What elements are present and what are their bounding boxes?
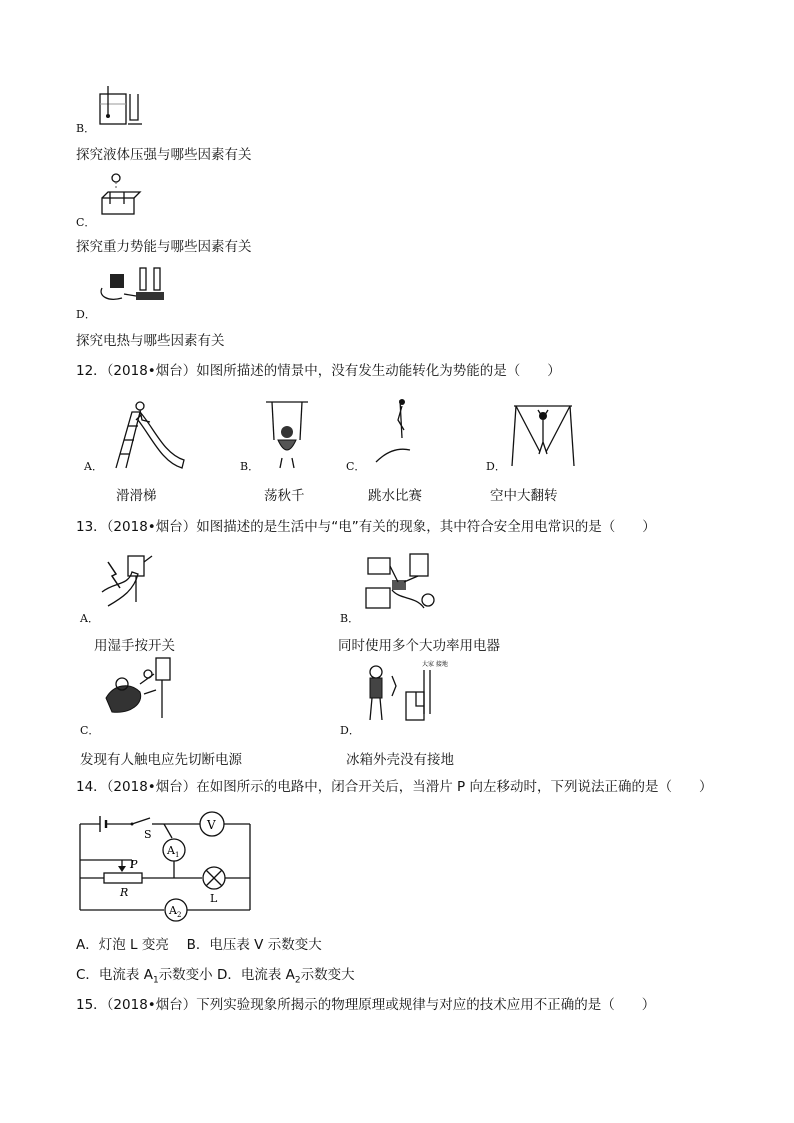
option-b-figure-liquid-pressure xyxy=(98,84,144,128)
q12-option-b-letter: B． xyxy=(240,460,260,473)
q13-option-d-caption: 冰箱外壳没有接地 xyxy=(346,752,454,768)
q12-figure-gymnastics xyxy=(510,400,576,468)
q12-option-d-letter: D． xyxy=(486,460,506,473)
q12-option-b-caption: 荡秋千 xyxy=(264,488,305,504)
ammeter1-subscript: 1 xyxy=(175,851,180,859)
option-d-caption: 探究电热与哪些因素有关 xyxy=(76,333,225,349)
option-c-caption: 探究重力势能与哪些因素有关 xyxy=(76,239,252,255)
slider-label: P xyxy=(130,858,138,871)
q12-option-d-caption: 空中大翻转 xyxy=(490,488,558,504)
ammeter2-subscript: 2 xyxy=(177,911,182,919)
q12-stem: 12．（2018•烟台）如图所描述的情景中，没有发生动能转化为势能的是（ ） xyxy=(76,363,561,379)
q12-option-c-letter: C． xyxy=(346,460,366,473)
q14-stem: 14．（2018•烟台）在如图所示的电路中，闭合开关后，当滑片 P 向左移动时，下列说法正确的是（ ） xyxy=(76,779,713,795)
q14-circuit-diagram xyxy=(76,808,266,920)
voltmeter-label: V xyxy=(207,818,216,832)
ammeter1-label: A xyxy=(167,844,175,857)
q13-option-b-letter: B． xyxy=(340,612,360,625)
fridge-sign-text: 大家 接地 xyxy=(422,661,448,668)
option-d-letter: D． xyxy=(76,308,96,321)
ammeter2-label: A xyxy=(169,904,177,917)
q14-option-d-subscript: 2 xyxy=(294,975,301,986)
lamp-label: L xyxy=(210,892,218,905)
q14-option-c-text: C．电流表 A xyxy=(76,967,153,983)
q14-option-d-tail: 示数变大 xyxy=(300,967,355,983)
q14-answer-line-1: A．灯泡 L 变亮 B．电压表 V 示数变大 xyxy=(76,937,322,953)
q13-figure-many-appliances xyxy=(364,550,444,616)
option-c-figure-gravitational-energy xyxy=(98,172,138,218)
q13-option-b-caption: 同时使用多个大功率用电器 xyxy=(338,638,500,654)
q14-answer-line-2 xyxy=(76,966,355,990)
q12-figure-diving xyxy=(372,398,412,464)
q12-figure-slide xyxy=(108,398,188,470)
q13-option-a-letter: A． xyxy=(80,612,99,625)
q13-figure-fridge-no-ground xyxy=(362,656,448,724)
q13-stem: 13．（2018•烟台）如图描述的是生活中与“电”有关的现象，其中符合安全用电常识的是（ ） xyxy=(76,519,656,535)
q12-option-a-letter: A． xyxy=(84,460,103,473)
q13-option-a-caption: 用湿手按开关 xyxy=(94,638,175,654)
q13-option-c-caption: 发现有人触电应先切断电源 xyxy=(80,752,242,768)
q12-option-a-caption: 滑滑梯 xyxy=(116,488,157,504)
q14-option-c-subscript: 1 xyxy=(152,975,159,986)
rheostat-label: R xyxy=(120,886,129,899)
q13-option-c-letter: C． xyxy=(80,724,100,737)
q13-option-d-letter: D． xyxy=(340,724,360,737)
q12-figure-swing xyxy=(262,400,312,470)
q13-figure-electric-shock xyxy=(100,654,180,720)
switch-label: S xyxy=(144,828,152,841)
option-b-letter: B． xyxy=(76,122,96,135)
option-d-figure-electric-heat xyxy=(98,264,170,306)
q15-stem: 15．（2018•烟台）下列实验现象所揭示的物理原理或规律与对应的技术应用不正确的是（ ） xyxy=(76,997,656,1013)
option-c-letter: C． xyxy=(76,216,96,229)
option-b-caption: 探究液体压强与哪些因素有关 xyxy=(76,147,252,163)
q13-figure-wet-hand-switch xyxy=(98,552,154,610)
q12-option-c-caption: 跳水比赛 xyxy=(368,488,422,504)
q14-option-d-text: 示数变小 D．电流表 A xyxy=(158,967,295,983)
